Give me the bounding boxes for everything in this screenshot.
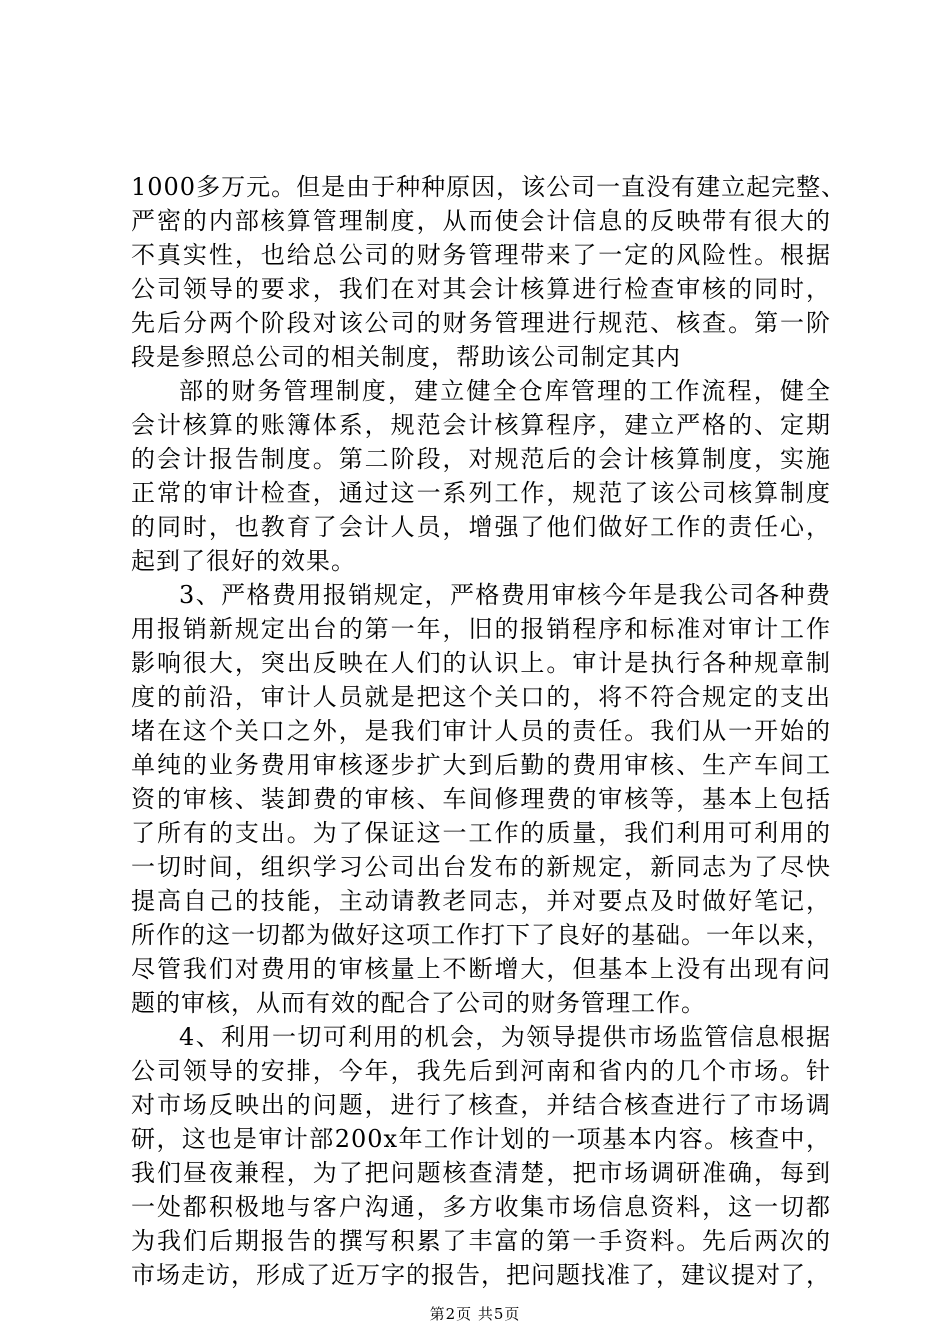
text-line: 一切时间，组织学习公司出台发布的新规定，新同志为了尽快 — [131, 853, 831, 881]
text-line: 资的审核、装卸费的审核、车间修理费的审核等，基本上包括 — [131, 785, 831, 813]
text-line: 用报销新规定出台的第一年，旧的报销程序和标准对审计工作 — [131, 615, 831, 643]
text-line: 了所有的支出。为了保证这一工作的质量，我们利用可利用的 — [131, 819, 831, 847]
text-line: 一处都积极地与客户沟通，多方收集市场信息资料，这一切都 — [131, 1193, 831, 1221]
text-line: 先后分两个阶段对该公司的财务管理进行规范、核查。第一阶 — [131, 309, 831, 337]
text-line: 起到了很好的效果。 — [131, 547, 356, 575]
text-line: 部的财务管理制度，建立健全仓库管理的工作流程，健全 — [179, 377, 831, 405]
text-line: 的同时，也教育了会计人员，增强了他们做好工作的责任心， — [131, 513, 831, 541]
text-line: 尽管我们对费用的审核量上不断增大，但基本上没有出现有问 — [131, 955, 831, 983]
text-line: 正常的审计检查，通过这一系列工作，规范了该公司核算制度 — [131, 479, 831, 507]
text-line: 单纯的业务费用审核逐步扩大到后勤的费用审核、生产车间工 — [131, 751, 831, 779]
paragraph — [131, 1020, 831, 1292]
text-line: 提高自己的技能，主动请教老同志，并对要点及时做好笔记， — [131, 887, 831, 915]
text-line: 的会计报告制度。第二阶段，对规范后的会计核算制度，实施 — [131, 445, 831, 473]
text-line: 4、利用一切可利用的机会，为领导提供市场监管信息根据 — [179, 1023, 831, 1051]
text-line: 度的前沿，审计人员就是把这个关口的，将不符合规定的支出 — [131, 683, 831, 711]
text-line: 为我们后期报告的撰写积累了丰富的第一手资料。先后两次的 — [131, 1227, 831, 1255]
text-line: 严密的内部核算管理制度，从而使会计信息的反映带有很大的 — [131, 207, 831, 235]
text-line: 段是参照总公司的相关制度，帮助该公司制定其内 — [131, 343, 681, 371]
text-line: 公司领导的要求，我们在对其会计核算进行检查审核的同时， — [131, 275, 831, 303]
text-line: 公司领导的安排，今年，我先后到河南和省内的几个市场。针 — [131, 1057, 831, 1085]
text-line: 对市场反映出的问题，进行了核查，并结合核查进行了市场调 — [131, 1091, 831, 1119]
text-line: 市场走访，形成了近万字的报告，把问题找准了，建议提对了， — [131, 1261, 831, 1289]
text-line: 会计核算的账簿体系，规范会计核算程序，建立严格的、定期 — [131, 411, 831, 439]
text-line: 不真实性，也给总公司的财务管理带来了一定的风险性。根据 — [131, 241, 831, 269]
paragraph — [131, 578, 831, 1020]
paragraph — [131, 170, 847, 374]
text-line: 我们昼夜兼程，为了把问题核查清楚，把市场调研准确，每到 — [131, 1159, 831, 1187]
text-line: 题的审核，从而有效的配合了公司的财务管理工作。 — [131, 989, 706, 1017]
text-line: 所作的这一切都为做好这项工作打下了良好的基础。一年以来， — [131, 921, 831, 949]
text-line: 1000多万元。但是由于种种原因，该公司一直没有建立起完整、 — [131, 173, 847, 201]
text-line: 3、严格费用报销规定，严格费用审核今年是我公司各种费 — [179, 581, 831, 609]
text-line: 研，这也是审计部200x年工作计划的一项基本内容。核查中， — [131, 1125, 831, 1153]
document-body — [131, 170, 847, 1292]
text-line: 影响很大，突出反映在人们的认识上。审计是执行各种规章制 — [131, 649, 831, 677]
paragraph — [131, 374, 831, 578]
text-line: 堵在这个关口之外，是我们审计人员的责任。我们从一开始的 — [131, 717, 831, 745]
page-number-footer: 第2页 共5页 — [429, 1305, 521, 1323]
